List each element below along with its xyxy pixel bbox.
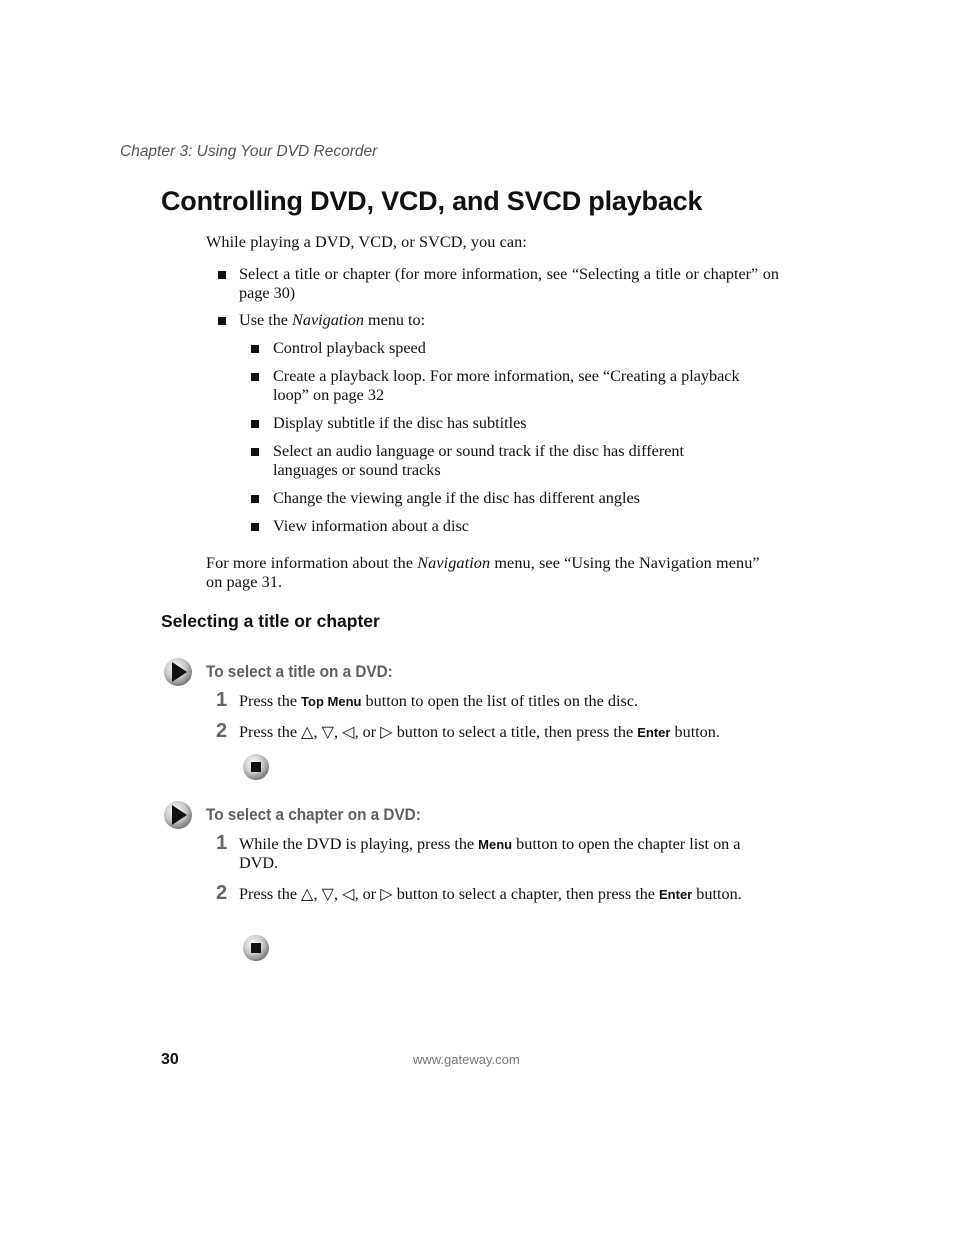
more-info-paragraph: For more information about the Navigation menu, see “Using the Navigation menu” on page 31. — [206, 554, 760, 591]
bullet-text: Select an audio language or sound track if the disc has different languages or sound tracks — [273, 442, 684, 479]
bullet-square-icon — [251, 420, 259, 428]
stop-icon — [242, 753, 270, 781]
step-number: 2 — [216, 882, 228, 904]
key-label: Enter — [637, 725, 671, 740]
key-label: Menu — [478, 837, 513, 852]
bullet-square-icon — [218, 317, 226, 325]
bullet-square-icon — [251, 523, 259, 531]
bullet-square-icon — [251, 345, 259, 353]
bullet-square-icon — [218, 271, 226, 279]
key-label: Enter — [659, 887, 693, 902]
step-text: Press the △, ▽, ◁, or ▷ button to select a chapter, then press the Enter button. — [239, 885, 742, 903]
step-number: 1 — [216, 689, 228, 711]
procedure-title: To select a title on a DVD: — [206, 662, 393, 681]
bullet-text: Control playback speed — [273, 339, 426, 357]
page-title: Controlling DVD, VCD, and SVCD playback — [161, 186, 703, 216]
bullet-square-icon — [251, 495, 259, 503]
key-label: Top Menu — [301, 694, 362, 709]
bullet-text: View information about a disc — [273, 517, 469, 535]
step-number: 1 — [216, 832, 228, 854]
step-text: While the DVD is playing, press the Menu button to open the chapter list on a DVD. — [239, 835, 741, 872]
footer-url: www.gateway.com — [413, 1052, 520, 1067]
bullet-text: Display subtitle if the disc has subtitles — [273, 414, 527, 432]
running-head: Chapter 3: Using Your DVD Recorder — [120, 143, 378, 160]
step-text: Press the △, ▽, ◁, or ▷ button to select a title, then press the Enter button. — [239, 723, 720, 741]
bullet-square-icon — [251, 448, 259, 456]
stop-icon — [242, 934, 270, 962]
page-number: 30 — [161, 1051, 179, 1068]
bullet-text: Use the Navigation menu to: — [239, 311, 426, 329]
section-heading: Selecting a title or chapter — [161, 611, 380, 631]
bullet-text: Select a title or chapter (for more information, see “Selecting a title or chapter” on page 30) — [239, 265, 779, 302]
procedure-arrow-icon — [163, 657, 193, 687]
step-number: 2 — [216, 720, 228, 742]
step-text: Press the Top Menu button to open the list of titles on the disc. — [239, 692, 638, 710]
bullet-text: Change the viewing angle if the disc has different angles — [273, 489, 640, 507]
intro-paragraph: While playing a DVD, VCD, or SVCD, you can: — [206, 233, 527, 251]
procedure-title: To select a chapter on a DVD: — [206, 805, 421, 824]
bullet-square-icon — [251, 373, 259, 381]
bullet-text: Create a playback loop. For more information, see “Creating a playback loop” on page 32 — [273, 367, 740, 404]
procedure-arrow-icon — [163, 800, 193, 830]
